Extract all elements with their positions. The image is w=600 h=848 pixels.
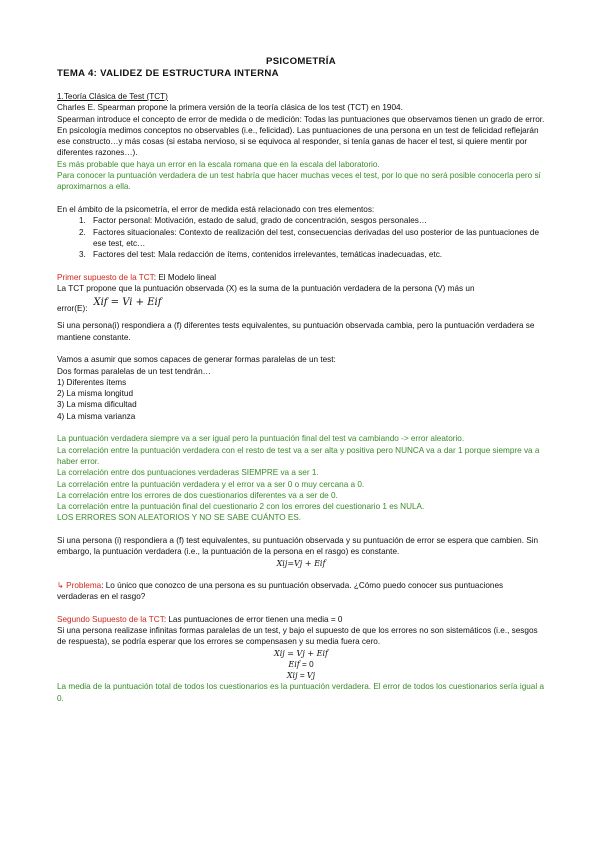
paragraph: Si una persona(i) respondiera a (f) diferentes tests equivalentes, su puntuación observada cambia, pero la puntuación verdadera se mantiene constante. bbox=[57, 321, 535, 342]
error-elements-list bbox=[57, 215, 545, 260]
document-title: PSICOMETRÍA bbox=[266, 56, 336, 67]
problem-paragraph: ↳ Problema: Lo único que conozco de una persona es su puntuación observada. ¿Cómo puedo conocer sus puntuaciones verdaderas en el rasgo? bbox=[57, 580, 504, 602]
green-note: La media de la puntuación total de todos los cuestionarios es la puntuación verdadera. El error de todos los cuestionarios sería igual a 0. bbox=[57, 682, 545, 703]
green-note: LOS ERRORES SON ALEATORIOS Y NO SE SABE CUÁNTO ES. bbox=[57, 513, 302, 523]
equation: Xij = Vj + Eif bbox=[274, 648, 328, 658]
list-item: 2) La misma longitud bbox=[57, 389, 133, 399]
equation: Xij=Vj + Eif bbox=[276, 558, 326, 568]
paragraph: Si una persona realizase infinitas formas paralelas de un test, y bajo el supuesto de que los errores no son sistemáticos (i.e., sesgos de respuesta), se podría esperar que los errores se compensasen y su media fuera cero. bbox=[57, 626, 538, 647]
list-item: 3) La misma dificultad bbox=[57, 400, 137, 410]
equation: Eif = 0 bbox=[288, 659, 314, 669]
equation: Xij = Vj bbox=[286, 670, 316, 680]
list-item: 1) Diferentes ítems bbox=[57, 377, 127, 387]
paragraph: En el ámbito de la psicometría, el error de medida está relacionado con tres elementos: bbox=[57, 204, 375, 214]
paragraph: Vamos a asumir que somos capaces de generar formas paralelas de un test: bbox=[57, 355, 336, 365]
first-assumption-label: Primer supuesto de la TCT bbox=[57, 272, 154, 282]
green-note: La correlación entre la puntuación verdadera con el resto de test va a ser alta y positiva pero NUNCA va a dar 1 porque siempre va a haber error. bbox=[57, 445, 540, 466]
formula: Xif = Vi + Eif bbox=[93, 297, 162, 309]
paragraph: Charles E. Spearman propone la primera versión de la teoría clásica de los test (TCT) en 1904. bbox=[57, 103, 403, 113]
paragraph: Si una persona (i) respondiera a (f) test equivalentes, su puntuación observada y su puntuación de error se espera que cambien. Sin embargo, la puntuación verdadera (i.e., la puntuación de la persona en el rasgo) es constante. bbox=[57, 535, 539, 557]
paragraph: La TCT propone que la puntuación observada (X) es la suma de la puntuación verdadera de la persona (V) más un bbox=[57, 284, 475, 294]
list-item: 2. Factores situacionales: Contexto de realización del test, consecuencias derivadas del uso posterior de las puntuaciones de ese test, etc… bbox=[79, 227, 540, 248]
green-note: La correlación entre los errores de dos cuestionarios diferentes va a ser de 0. bbox=[57, 490, 338, 500]
green-note: La correlación entre dos puntuaciones verdaderas SIEMPRE va a ser 1. bbox=[57, 468, 319, 478]
second-assumption-label: Segundo Supuesto de la TCT bbox=[57, 614, 164, 624]
paragraph: Spearman introduce el concepto de error de medida o de medición: Todas las puntuaciones que observamos tienen un grado de error. bbox=[57, 114, 545, 124]
green-note: La correlación entre la puntuación final del cuestionario 2 con los errores del cuestionario 1 es NULA. bbox=[57, 502, 425, 512]
paragraph: Dos formas paralelas de un test tendrán… bbox=[57, 366, 211, 376]
green-note: La correlación entre la puntuación verdadera y el error va a ser 0 o muy cercana a 0. bbox=[57, 479, 365, 489]
arrow-icon: ↳ bbox=[57, 580, 64, 590]
problem-label: Problema bbox=[66, 580, 102, 590]
document-page bbox=[57, 56, 545, 704]
first-assumption-heading: Primer supuesto de la TCT: El Modelo lineal bbox=[57, 272, 217, 282]
second-assumption-heading: Segundo Supuesto de la TCT: Las puntuaciones de error tienen una media = 0 bbox=[57, 614, 343, 624]
green-note: Es más probable que haya un error en la escala romana que en la escala del laboratorio. bbox=[57, 159, 380, 169]
linear-model-formula: error(E): Xif = Vi + Eif bbox=[57, 297, 162, 314]
green-note: La puntuación verdadera siempre va a ser igual pero la puntuación final del test va cambiando -> error aleatorio. bbox=[57, 434, 465, 444]
list-item: 1. Factor personal: Motivación, estado de salud, grado de concentración, sesgos personales… bbox=[79, 216, 428, 226]
section-heading-tct: 1.Teoría Clásica de Test (TCT) bbox=[57, 92, 168, 101]
paragraph: En psicología medimos conceptos no observables (i.e., felicidad). Las puntuaciones de una persona en un test de felicidad reflejarán ese constructo…y más cosas (si estaba nervioso, si se equivoca al responder, si tenía ganas de hacer el test, si quiere mentir por diferentes razones…). bbox=[57, 125, 539, 158]
document-subtitle: TEMA 4: VALIDEZ DE ESTRUCTURA INTERNA bbox=[57, 68, 279, 79]
list-item: 4) La misma varianza bbox=[57, 411, 136, 421]
green-note: Para conocer la puntuación verdadera de un test habría que hacer muchas veces el test, por lo que no será posible conocerla pero sí aproximarnos a ella. bbox=[57, 171, 541, 192]
list-item: 3. Factores del test: Mala redacción de ítems, contenidos irrelevantes, temáticas inadecuadas, etc. bbox=[79, 250, 443, 260]
